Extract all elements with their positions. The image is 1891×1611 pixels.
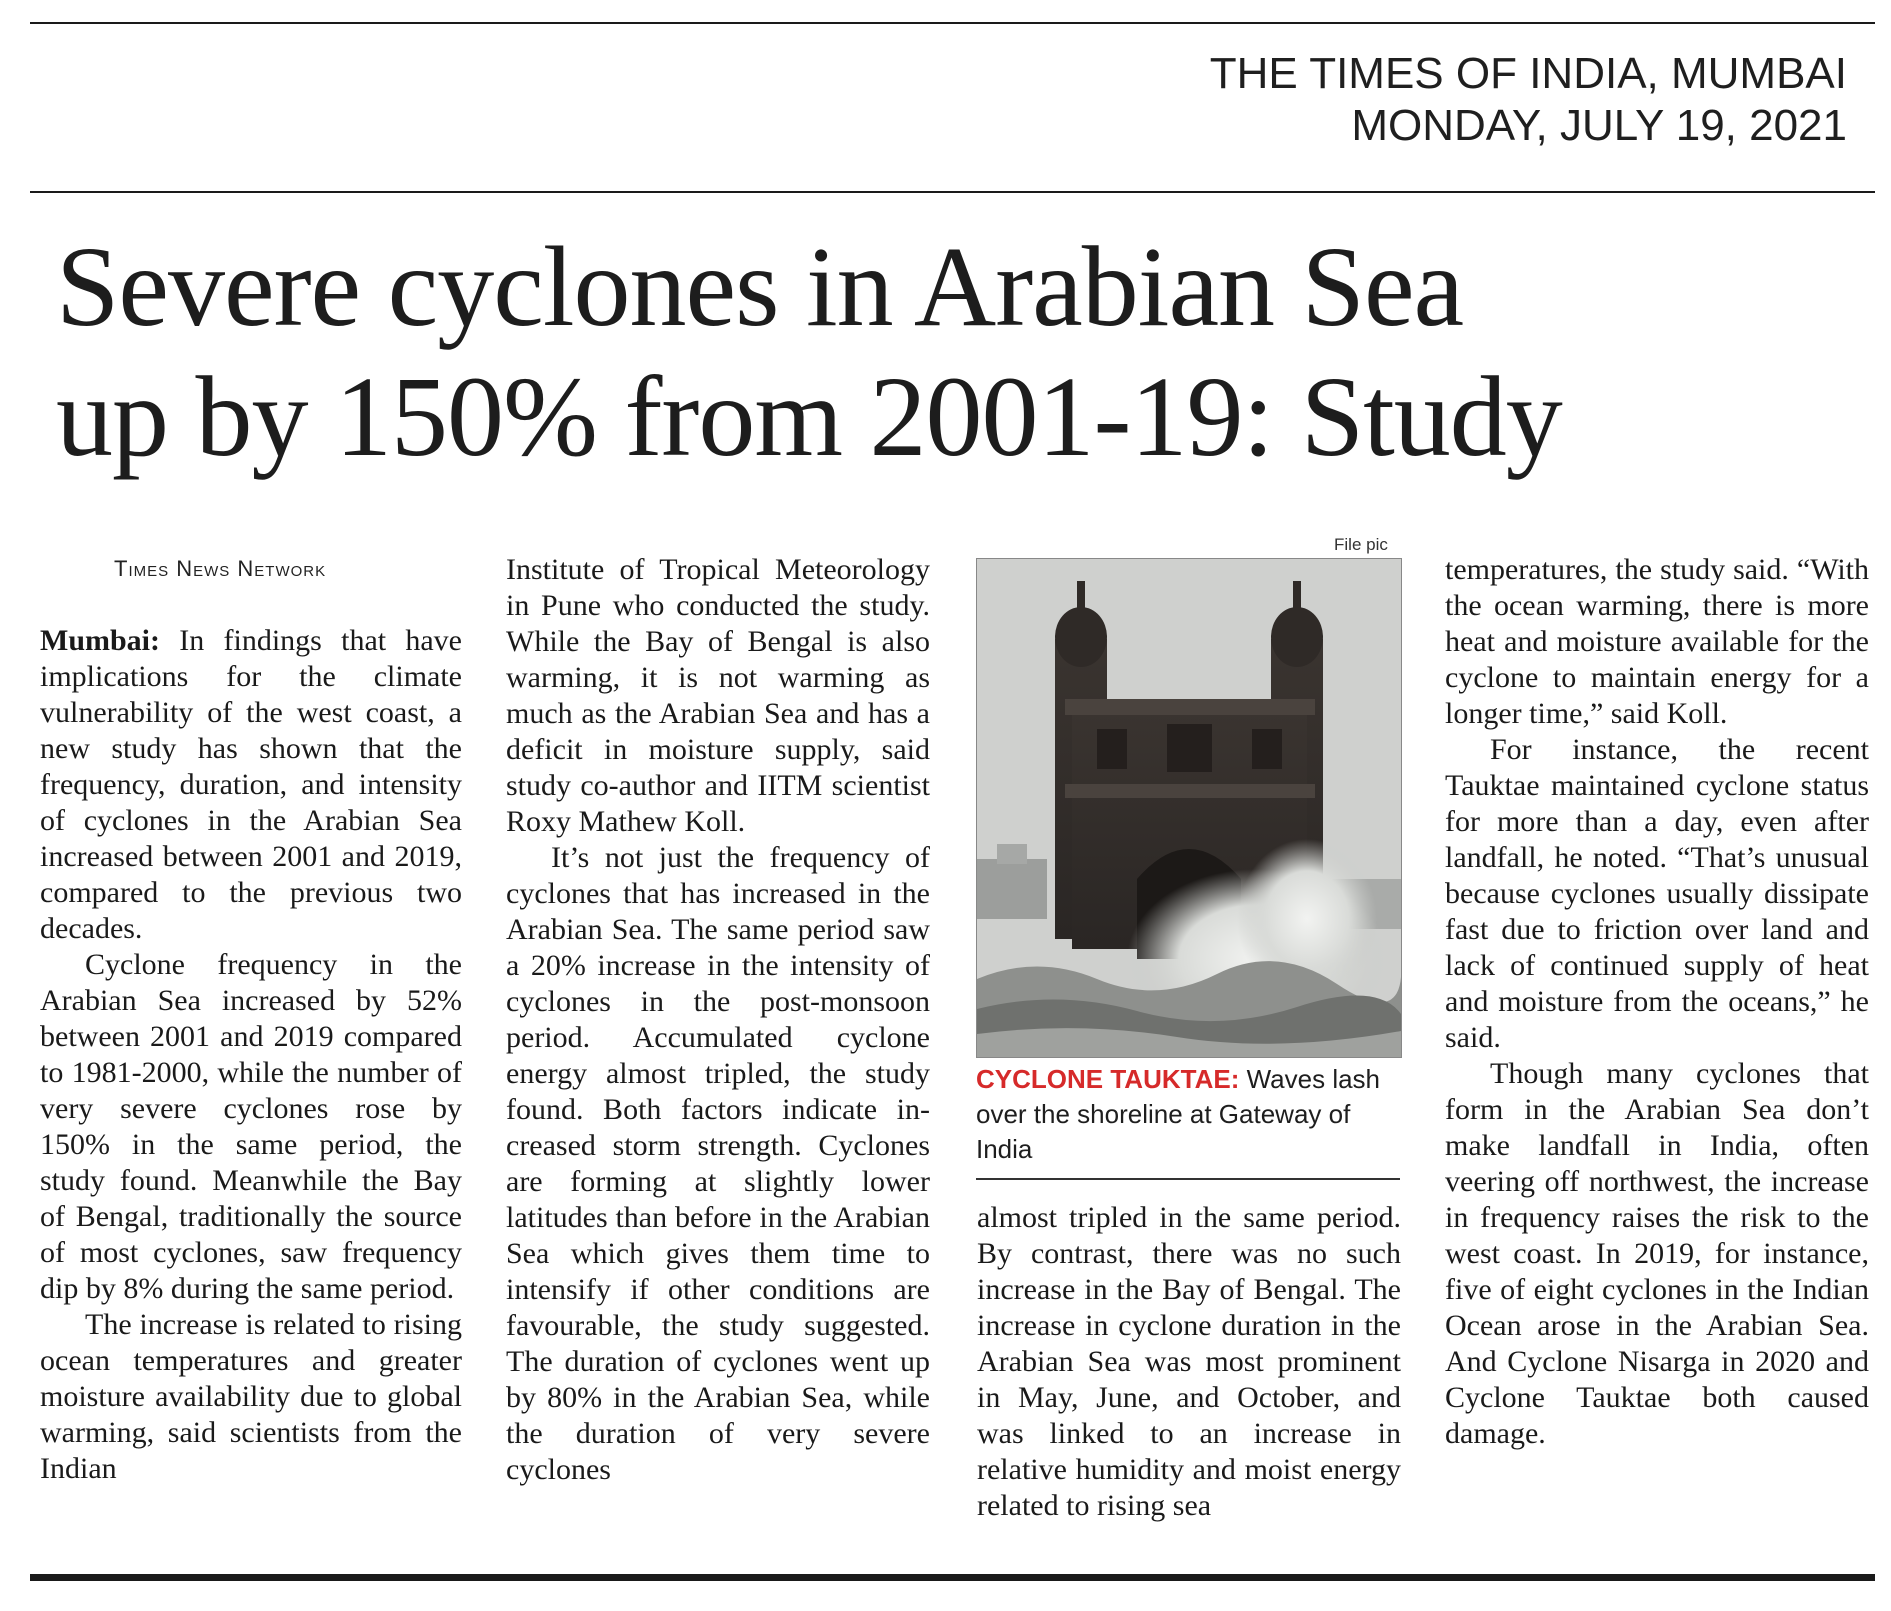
bottom-rule <box>30 1574 1875 1581</box>
caption-text: Waves lash over the shoreline at Gateway of India <box>976 1064 1381 1164</box>
article-paragraph <box>40 623 462 947</box>
article-paragraph: almost tripled in the same period. By contrast, there was no such increase in the Bay of Bengal. The increase in cyclone duration in the Arabian Sea was most prominent in May, June, and October, and was linked to an increase in relative humidity and moist energy related to rising sea <box>977 1201 1401 1522</box>
masthead <box>1210 48 1847 152</box>
masthead-rule <box>30 191 1875 193</box>
headline-line-2: up by 150% from 2001-19: Study <box>56 353 1562 480</box>
gateway-of-india-photo <box>976 558 1402 1058</box>
headline <box>56 222 1856 482</box>
article-paragraph: For instance, the recent Tauktae maintained cyclone status for more than a day, even after landfall, he noted. “That’s unusual because cyclones usually dissipate fast due to friction over land and lack of continued supply of heat and moisture from the oceans,” he said. <box>1445 733 1869 1054</box>
headline-line-1: Severe cyclones in Arabian Sea <box>56 223 1464 350</box>
article-paragraph: temperatures, the study said. “With the ocean warming, there is more heat and moisture available for the cyclone to maintain energy for a longer time,” said Koll. <box>1445 553 1869 730</box>
article-paragraph: It’s not just the frequency of cyclones that has increased in the Arabian Sea. The same period saw a 20% increase in the intensity of cyclones in the post-monsoon period. Accumulated cyclone energy almost tripled, the study found. Both factors indicate increased storm strength. Cyclones are forming at slightly lower latitudes than before in the Arabian Sea which gives them time to intensify if other conditions are favourable, the study suggested. The duration of cyclones went up by 80% in the Arabian Sea, while the duration of very severe cyclones <box>506 841 930 1486</box>
publication-date: MONDAY, JULY 19, 2021 <box>1351 101 1847 150</box>
caption-rule <box>976 1178 1400 1180</box>
article-column-1 <box>40 623 462 1487</box>
dateline: Mumbai: <box>40 624 160 657</box>
photo-caption <box>976 1062 1400 1167</box>
photo-illustration <box>977 559 1401 1057</box>
article-column-3 <box>977 1200 1401 1524</box>
article-column-2 <box>506 552 930 1488</box>
publication-name: THE TIMES OF INDIA, MUMBAI <box>1209 49 1847 98</box>
article-paragraph: Institute of Tropical Meteorology in Pune who conducted the study. While the Bay of Bengal is also warming, it is not warming as much as the Arabian Sea and has a deficit in moisture supply, said study co-author and IITM scientist Roxy Mathew Koll. <box>506 553 930 838</box>
byline: Times News Network <box>114 556 327 581</box>
photo-credit: File pic <box>1334 535 1388 554</box>
article-column-4 <box>1445 552 1869 1452</box>
article-paragraph: Cyclone frequency in the Arabian Sea increased by 52% between 2001 and 2019 compared to 1981-2000, while the number of very severe cyclones rose by 150% in the same period, the study found. Meanwhile the Bay of Bengal, traditionally the source of most cyclones, saw frequency dip by 8% during the same period. <box>40 948 462 1305</box>
top-rule <box>30 22 1875 24</box>
article-paragraph: Though many cyclones that form in the Arabian Sea don’t make landfall in India, often veering off northwest, the increase in frequency raises the risk to the west coast. In 2019, for instance, five of eight cyclones in the Indian Ocean arose in the Arabian Sea. And Cyclone Nisarga in 2020 and Cyclone Tauktae both caused damage. <box>1445 1057 1869 1450</box>
paragraph-text: In findings that have implications for the climate vulnerability of the west coast, a new study has shown that the frequency, duration, and intensity of cyclones in the Arabian Sea increased between 2001 and 2019, compared to the previous two decades. <box>40 624 462 945</box>
caption-lead: CYCLONE TAUKTAE: <box>976 1064 1240 1094</box>
article-paragraph: The increase is related to rising ocean temperatures and greater moisture availability due to global warming, said scientists from the Indian <box>40 1308 462 1485</box>
